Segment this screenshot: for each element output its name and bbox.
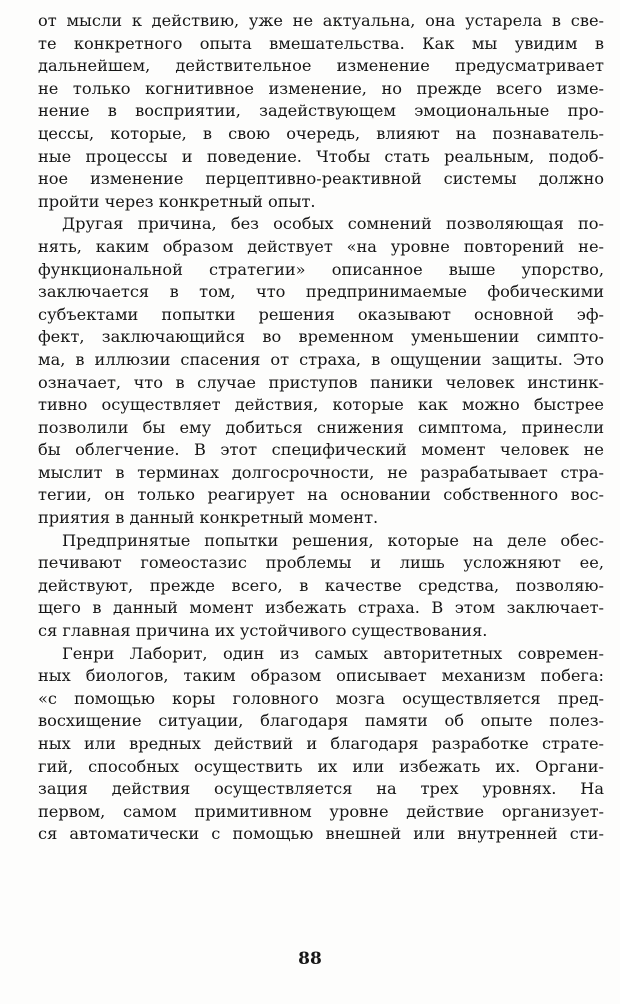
text-line: тивно осуществляет действия, которые как можно быстрее [38, 395, 604, 415]
text-line: ся главная причина их устойчивого существования. [38, 621, 488, 641]
text-line: цессы, которые, в свою очередь, влияют на познаватель- [38, 123, 604, 143]
text-line: пройти через конкретный опыт. [38, 191, 316, 211]
text-line: Генри Лаборит, один из самых авторитетных современ- [62, 643, 604, 663]
text-line: Предпринятые попытки решения, которые на деле обес- [62, 530, 604, 550]
text-line: позволили бы ему добиться снижения симптома, принесли [38, 417, 604, 437]
text-line: мыслит в терминах долгосрочности, не разрабатывает стра- [38, 462, 604, 482]
text-line: действуют, прежде всего, в качестве средства, позволяю- [38, 575, 604, 595]
page-number: 88 [298, 949, 322, 969]
text-line: ные процессы и поведение. Чтобы стать реальным, подоб- [38, 146, 604, 166]
text-line: функциональной стратегии» описанное выше упорство, [38, 259, 604, 279]
text-line: печивают гомеостазис проблемы и лишь усложняют ее, [38, 553, 604, 573]
text-line: нение в восприятии, задействующем эмоциональные про- [38, 101, 604, 121]
text-line: зация действия осуществляется на трех уровнях. На [38, 779, 604, 799]
text-line: ся автоматически с помощью внешней или внутренней сти- [38, 824, 604, 844]
text-line: от мысли к действию, уже не актуальна, она устарела в све- [38, 11, 604, 30]
text-line: ных или вредных действий и благодаря разработке страте- [38, 734, 604, 753]
text-line: не только когнитивное изменение, но прежде всего изме- [38, 78, 604, 98]
text-line: ное изменение перцептивно-реактивной системы должно [38, 169, 604, 189]
text-line: субъектами попытки решения оказывают основной эф- [38, 304, 604, 324]
text-line: Другая причина, без особых сомнений позволяющая по- [62, 214, 604, 234]
body-text [38, 10, 604, 846]
text-line: ных биологов, таким образом описывает механизм побега: [38, 666, 604, 686]
text-line: бы облегчение. В этот специфический момент человек не [38, 440, 604, 460]
text-line: фект, заключающийся во временном уменьшении симпто- [38, 327, 604, 347]
text-line: восхищение ситуации, благодаря памяти об опыте полез- [38, 711, 604, 731]
text-line: первом, самом примитивном уровне действие организует- [38, 801, 604, 821]
text-line: дальнейшем, действительное изменение предусматривает [38, 56, 604, 76]
text-line: «с помощью коры головного мозга осуществляется пред- [38, 688, 604, 708]
text-line: нять, каким образом действует «на уровне повторений не- [38, 236, 604, 256]
text-line: приятия в данный конкретный момент. [38, 508, 379, 528]
text-line: тегии, он только реагирует на основании собственного вос- [38, 485, 604, 505]
text-line: ма, в иллюзии спасения от страха, в ощущении защиты. Это [38, 349, 604, 369]
text-line: означает, что в случае приступов паники человек инстинк- [38, 372, 604, 392]
text-line: щего в данный момент избежать страха. В этом заключает- [38, 598, 604, 618]
text-line: те конкретного опыта вмешательства. Как мы увидим в [38, 33, 604, 53]
text-line: гий, способных осуществить их или избежать их. Органи- [38, 756, 604, 776]
text-line: заключается в том, что предпринимаемые фобическими [38, 282, 604, 302]
